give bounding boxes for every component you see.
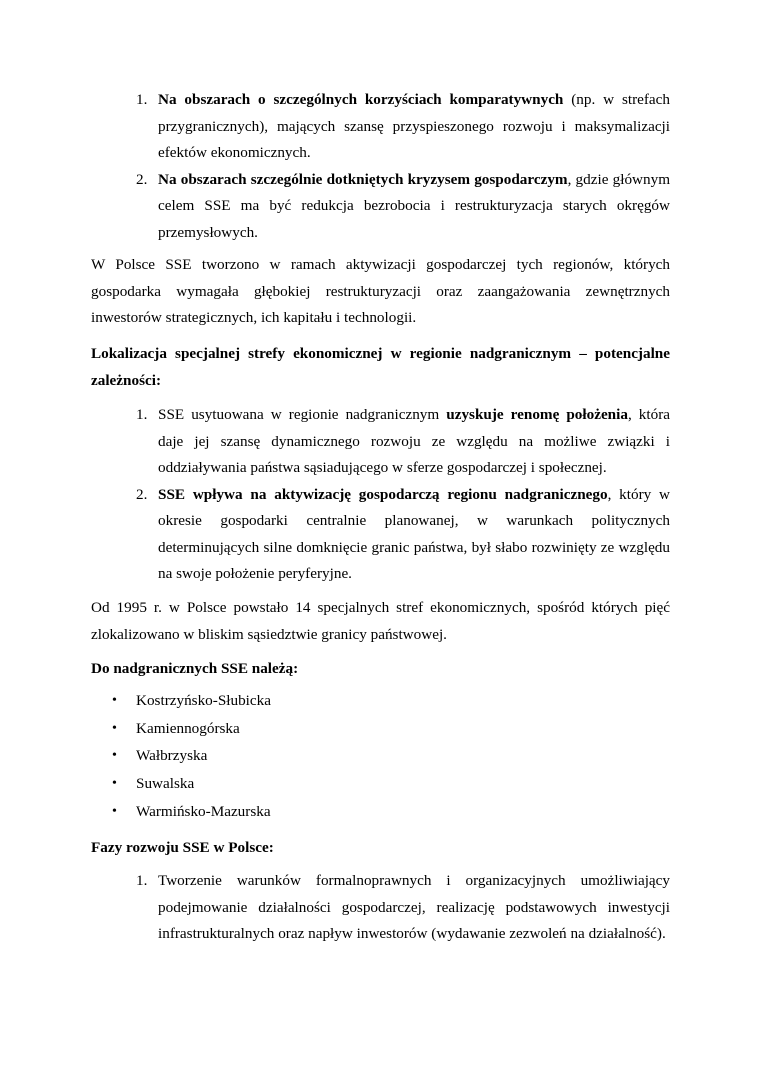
bullet-icon: • bbox=[112, 803, 117, 819]
bullet-icon: • bbox=[112, 720, 117, 736]
list-item-text: , która daje jej szansę dynamicznego rozwoju ze względu na możliwe związki i oddziaływania państwa sąsiadującego w sferze gospodarczej i społecznej. bbox=[158, 406, 670, 476]
list-item-text: Wałbrzyska bbox=[136, 747, 208, 765]
list-item bbox=[91, 87, 670, 167]
bullet-icon: • bbox=[112, 776, 117, 792]
list-item-text: Warmińsko-Mazurska bbox=[136, 802, 271, 820]
list-item-bold: uzyskuje renomę położenia bbox=[446, 406, 628, 423]
heading-border-sse bbox=[91, 656, 670, 683]
list-item-text: Kostrzyńsko-Słubicka bbox=[136, 692, 271, 709]
list-dependencies bbox=[91, 402, 670, 588]
list-item-bold: SSE wpływa na aktywizację gospodarczą regionu nadgranicznego bbox=[158, 485, 608, 503]
list-item-text: , który w okresie gospodarki centralnie planowanej, w warunkach politycznych determinujących silne domknięcie granic państwa, był słabo rozwinięty ze względu na swoje położenie peryferyjne. bbox=[158, 485, 670, 582]
list-item bbox=[91, 402, 670, 482]
list-item-text: Suwalska bbox=[136, 775, 195, 793]
bullet-icon: • bbox=[112, 748, 117, 764]
paragraph-since-1995: Od 1995 r. w Polsce powstało 14 specjalnych stref ekonomicznych, spośród których pięć zlokalizowano w bliskim sąsiedztwie granicy państwowej. bbox=[91, 599, 670, 643]
bullet-icon: • bbox=[112, 693, 117, 708]
heading-text: Fazy rozwoju SSE w Polsce: bbox=[91, 839, 274, 856]
list-item-bold: Na obszarach o szczególnych korzyściach komparatywnych bbox=[158, 91, 564, 108]
heading-text: Lokalizacja specjalnej strefy ekonomicznej w regionie nadgranicznym – potencjalne zależności: bbox=[91, 345, 670, 389]
list-phases bbox=[91, 868, 670, 948]
bullet-list-zones bbox=[91, 688, 670, 826]
list-item bbox=[91, 716, 670, 744]
heading-text: Do nadgranicznych SSE należą: bbox=[91, 660, 299, 677]
list-number: 1. bbox=[136, 872, 148, 889]
list-number: 1. bbox=[136, 91, 148, 108]
list-item bbox=[91, 167, 670, 247]
list-item-text: Tworzenie warunków formalnoprawnych i organizacyjnych umożliwiający podejmowanie działalności gospodarczej, realizację podstawowych inwestycji infrastrukturalnych oraz napływ inwestorów (wydawanie zezwoleń na działalność). bbox=[158, 872, 670, 942]
list-number: 1. bbox=[136, 406, 148, 423]
list-item bbox=[91, 868, 670, 948]
list-item bbox=[91, 482, 670, 588]
list-item bbox=[91, 688, 670, 716]
list-types-of-areas bbox=[91, 87, 670, 246]
list-item-text: SSE usytuowana w regionie nadgranicznym bbox=[158, 406, 447, 423]
paragraph-poland-sse: W Polsce SSE tworzono w ramach aktywizacji gospodarczej tych regionów, których gospodarka wymagała głębokiej restrukturyzacji oraz zaangażowania zewnętrznych inwestorów strategicznych, ich kapitału i technologii. bbox=[91, 256, 670, 326]
list-item bbox=[91, 771, 670, 799]
list-item-text: (np. w strefach przygranicznych), mających szansę przyspieszonego rozwoju i maksymalizacji efektów ekonomicznych. bbox=[158, 91, 670, 161]
heading-localization bbox=[91, 341, 670, 394]
list-item-text: Kamiennogórska bbox=[136, 719, 240, 737]
list-item bbox=[91, 799, 670, 827]
list-item bbox=[91, 743, 670, 771]
list-number: 2. bbox=[136, 170, 148, 188]
list-item-text: , gdzie głównym celem SSE ma być redukcja bezrobocia i restrukturyzacja starych okręgów przemysłowych. bbox=[158, 170, 671, 241]
list-item-bold: Na obszarach szczególnie dotkniętych kryzysem gospodarczym bbox=[158, 170, 568, 188]
heading-phases bbox=[91, 835, 670, 862]
list-number: 2. bbox=[136, 485, 148, 503]
